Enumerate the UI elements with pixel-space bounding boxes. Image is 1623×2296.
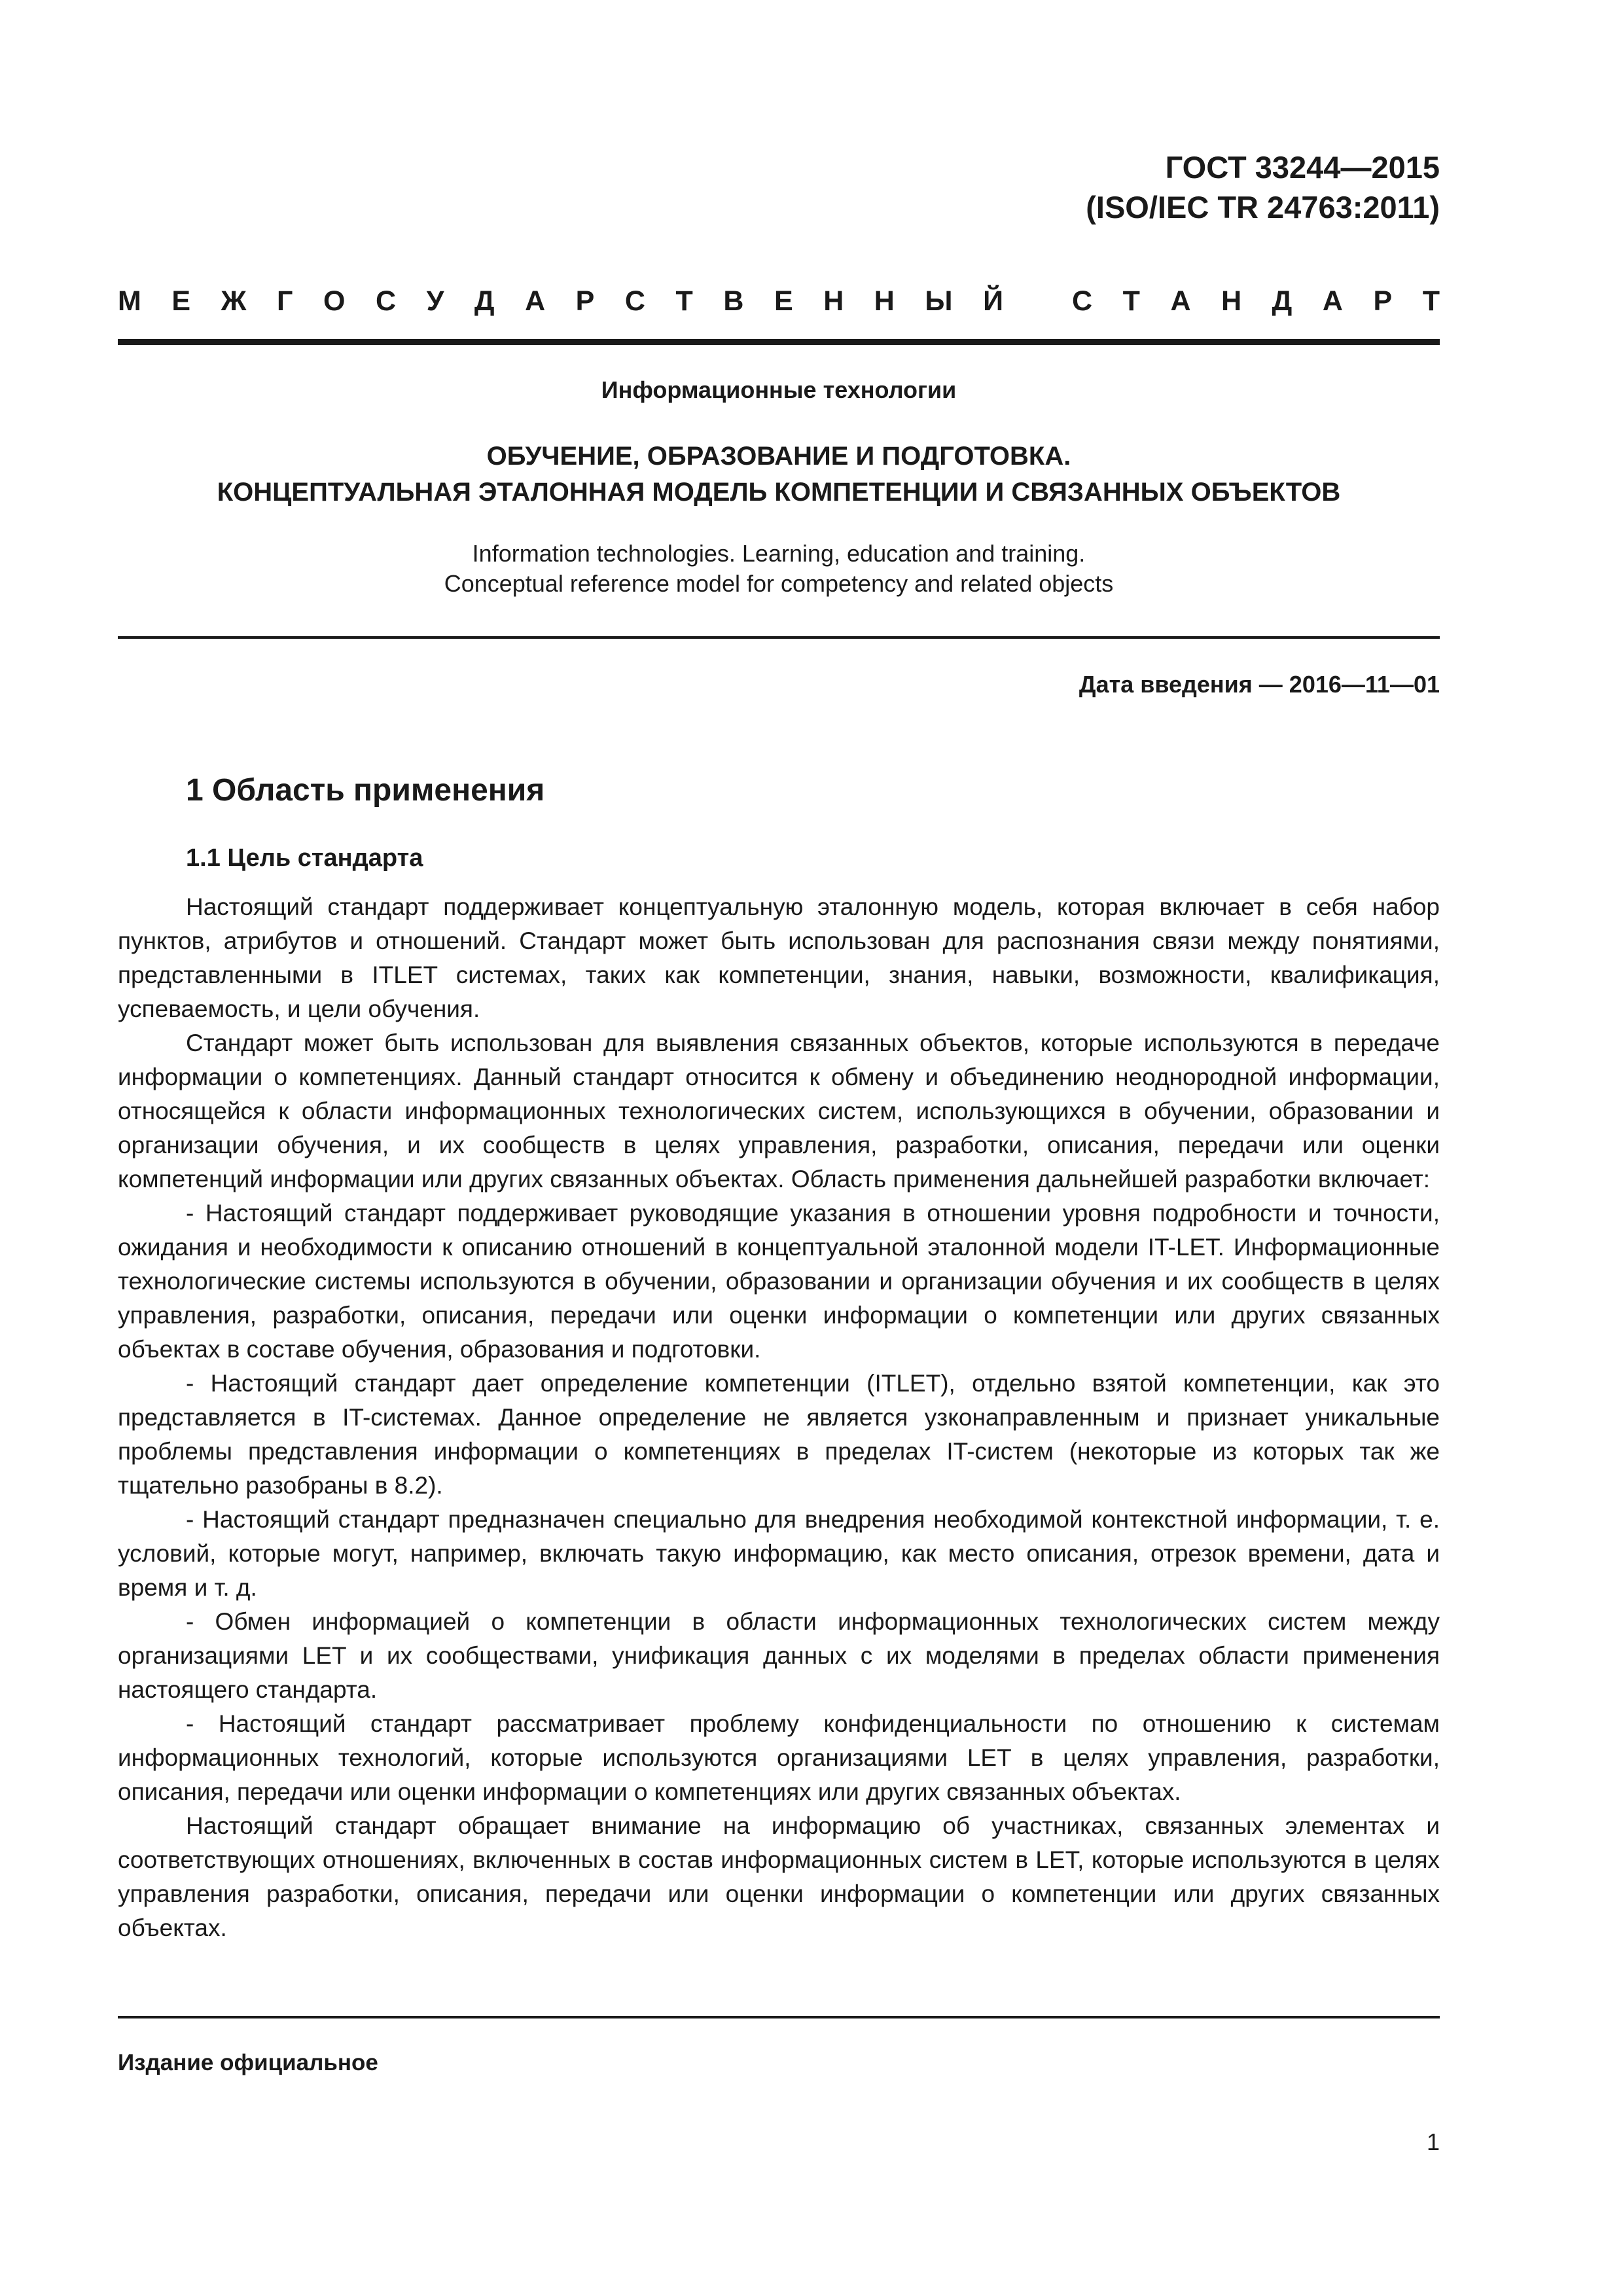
paragraph: Настоящий стандарт поддерживает концептуальную эталонную модель, которая включает в себя набор пунктов, атрибутов и отношений. Стандарт может быть использован для распознания связи между понятиями, представленными в ITLET системах, таких как компетенции, знания, навыки, возможности, квалификация, успеваемость, и цели обучения. [118,893,1440,1022]
banner-letter: Т [1422,285,1440,317]
title-line-1: ОБУЧЕНИЕ, ОБРАЗОВАНИЕ И ПОДГОТОВКА. [486,442,1071,471]
banner-letter: С [1072,285,1093,317]
banner-letter: У [426,285,444,317]
official-edition-label: Издание официальное [118,2050,378,2075]
banner-letter: Д [474,285,495,317]
list-item: - Настоящий стандарт рассматривает проблему конфиденциальности по отношению к системам информационных технологий, которые используются организациями LET в целях управления, разработки, описания, передачи или оценки информации о компетенциях или других связанных объектах. [118,1710,1440,1805]
document-code: ГОСТ 33244—2015 [1165,150,1440,185]
body-text [118,890,1440,1945]
banner-gap [1034,285,1042,325]
banner-letter: Д [1272,285,1293,317]
list-item: - Настоящий стандарт поддерживает руководящие указания в отношении уровня подробности и точности, ожидания и необходимости к описанию отношений в концептуальной эталонной модели IT-LET. Информационные технологические системы используются в обучении, образовании и организации обучения и их сообществ в целях управления, разработки, описания, передачи или оценки информации о компетенции или других связанных объектах в составе обучения, образования и подготовки. [118,1200,1440,1363]
banner-letter: А [1170,285,1191,317]
iso-reference: (ISO/IEC TR 24763:2011) [1086,190,1440,224]
banner-letter: Т [675,285,693,317]
banner-letter: Р [1373,285,1393,317]
list-item: - Обмен информацией о компетенции в области информационных технологических систем между организациями LET и их сообществами, унификация данных с их моделями в пределах области применения настоящего стандарта. [118,1608,1440,1703]
banner-letter: Р [575,285,595,317]
list-item: - Настоящий стандарт предназначен специально для внедрения необходимой контекстной информации, т. е. условий, которые могут, например, включать такую информацию, как место описания, отрезок времени, дата и время и т. д. [118,1506,1440,1601]
banner-letter: Н [1221,285,1242,317]
section-heading: 1 Область применения [186,773,545,808]
banner-letter: Й [983,285,1003,317]
banner-letter: Ы [925,285,953,317]
introduction-date: Дата введения — 2016—11—01 [1079,671,1440,698]
footer-rule [118,2016,1440,2018]
english-title-line-1: Information technologies. Learning, education and training. [472,540,1086,567]
banner-letter: С [375,285,397,317]
banner-letter: Е [774,285,793,317]
english-title-line-2: Conceptual reference model for competency and related objects [444,570,1114,597]
banner-letter: Т [1122,285,1140,317]
title-line-2: КОНЦЕПТУАЛЬНАЯ ЭТАЛОННАЯ МОДЕЛЬ КОМПЕТЕНЦИИ И СВЯЗАННЫХ ОБЪЕКТОВ [217,478,1341,507]
banner-letter: Е [171,285,191,317]
banner-letter: А [1322,285,1343,317]
subsection-heading: 1.1 Цель стандарта [186,844,423,872]
banner-letter: Ж [221,285,247,317]
banner-rule [118,339,1440,345]
banner-letter: Н [874,285,895,317]
banner-letter: С [624,285,645,317]
list-item: - Настоящий стандарт дает определение компетенции (ITLET), отдельно взятой компетенции, как это представляется в IT-системах. Данное определение не является узконаправленным и признает уникальные проблемы представления информации о компетенциях в пределах IT-систем (некоторые из которых так же тщательно разобраны в 8.2). [118,1370,1440,1499]
banner-letter: А [525,285,546,317]
banner-letter: М [118,285,141,317]
paragraph: Стандарт может быть использован для выявления связанных объектов, которые используются в передаче информации о компетенциях. Данный стандарт относится к обмену и объединению неоднородной информации, относящейся к области информационных технологических систем, использующихся в обучении, образовании и организации обучения, и их сообществ в целях управления, разработки, описания, передачи или оценки компетенций информации или других связанных объектах. Область применения дальнейшей разработки включает: [118,1030,1440,1193]
page-number: 1 [1426,2128,1440,2155]
title-rule [118,636,1440,639]
banner-letter: О [323,285,346,317]
topic-heading: Информационные технологии [601,376,957,403]
banner-letter: Г [277,285,293,317]
interstate-standard-banner [118,285,1440,325]
paragraph: Настоящий стандарт обращает внимание на информацию об участниках, связанных элементах и соответствующих отношениях, включенных в состав информационных систем в LET, которые используются в целях управления разработки, описания, передачи или оценки информации о компетенции или других связанных объектах. [118,1812,1440,1941]
banner-letter: Н [823,285,844,317]
banner-letter: В [723,285,744,317]
